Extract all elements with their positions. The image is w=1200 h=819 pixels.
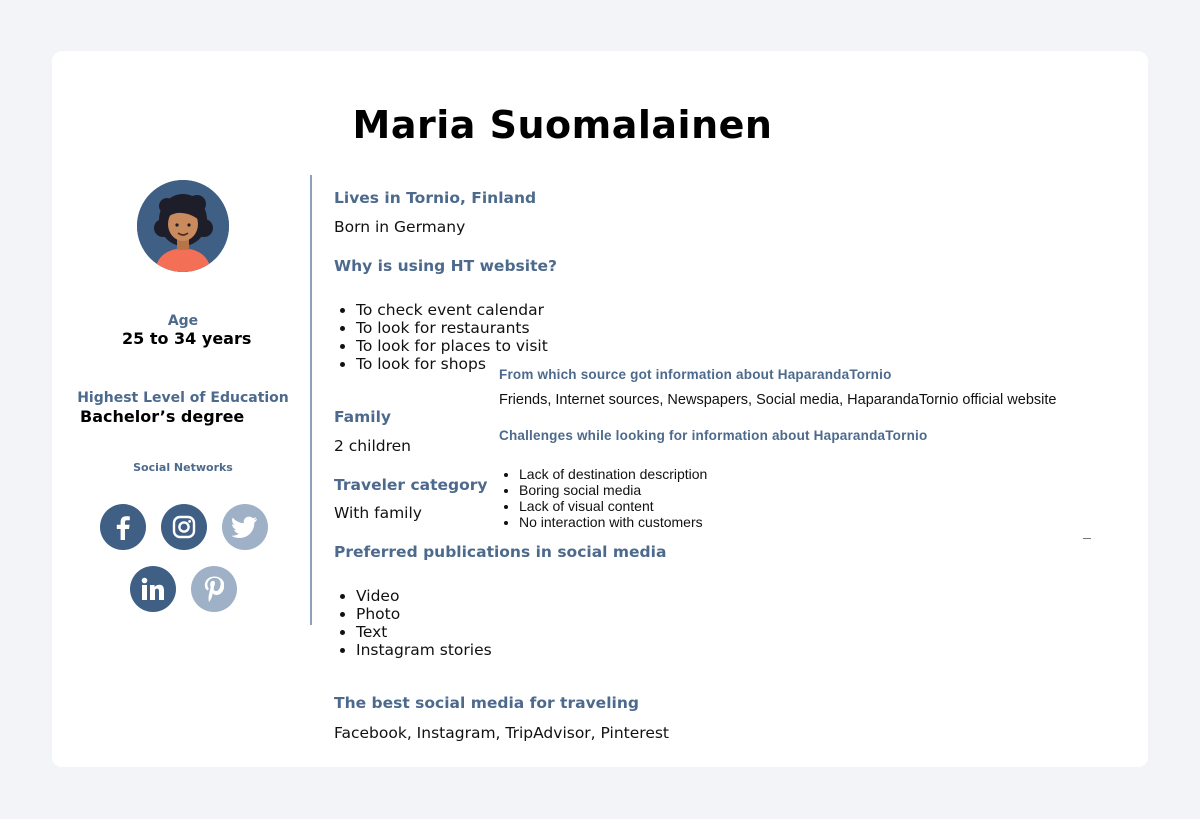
avatar-illustration xyxy=(137,180,229,272)
challenges-heading: Challenges while looking for information about HaparandaTornio xyxy=(499,428,928,443)
list-item: • Instagram stories xyxy=(356,641,492,659)
lives-heading: Lives in Tornio, Finland xyxy=(334,189,537,207)
challenges-list xyxy=(498,466,707,530)
list-item: • To look for places to visit xyxy=(356,337,548,355)
list-item: • Text xyxy=(356,623,492,641)
twitter-icon[interactable] xyxy=(222,504,268,550)
pinterest-icon[interactable] xyxy=(191,566,237,612)
list-item: • Lack of visual content xyxy=(519,498,707,514)
preferred-heading: Preferred publications in social media xyxy=(334,543,667,561)
facebook-icon[interactable] xyxy=(100,504,146,550)
education-label: Highest Level of Education xyxy=(77,390,289,406)
best-social-value: Facebook, Instagram, TripAdvisor, Pinterest xyxy=(334,724,670,742)
born-text: Born in Germany xyxy=(334,218,466,236)
social-networks-label: Social Networks xyxy=(133,461,233,474)
instagram-icon[interactable] xyxy=(161,504,207,550)
age-value: 25 to 34 years xyxy=(122,329,252,348)
list-item: • No interaction with customers xyxy=(519,514,707,530)
source-heading: From which source got information about HaparandaTornio xyxy=(499,367,892,382)
linkedin-icon[interactable] xyxy=(130,566,176,612)
list-item: • Boring social media xyxy=(519,482,707,498)
age-label: Age xyxy=(167,313,199,329)
list-item: • Photo xyxy=(356,605,492,623)
why-list xyxy=(334,301,548,373)
avatar xyxy=(137,180,229,272)
list-item: • To look for restaurants xyxy=(356,319,548,337)
traveler-heading: Traveler category xyxy=(334,476,488,494)
education-value: Bachelor’s degree xyxy=(80,407,245,426)
family-value: 2 children xyxy=(334,437,411,455)
traveler-value: With family xyxy=(334,504,422,522)
list-item: • To check event calendar xyxy=(356,301,548,319)
family-heading: Family xyxy=(334,408,392,426)
list-item: • Video xyxy=(356,587,492,605)
list-item: • To look for shops xyxy=(356,355,548,373)
preferred-list xyxy=(334,587,492,659)
persona-name: Maria Suomalainen xyxy=(352,103,773,147)
list-item: • Lack of destination description xyxy=(519,466,707,482)
best-social-heading: The best social media for traveling xyxy=(334,694,639,712)
why-heading: Why is using HT website? xyxy=(334,257,557,275)
source-value: Friends, Internet sources, Newspapers, Social media, HaparandaTornio official website xyxy=(499,392,1057,408)
decorative-dash xyxy=(1083,538,1091,539)
